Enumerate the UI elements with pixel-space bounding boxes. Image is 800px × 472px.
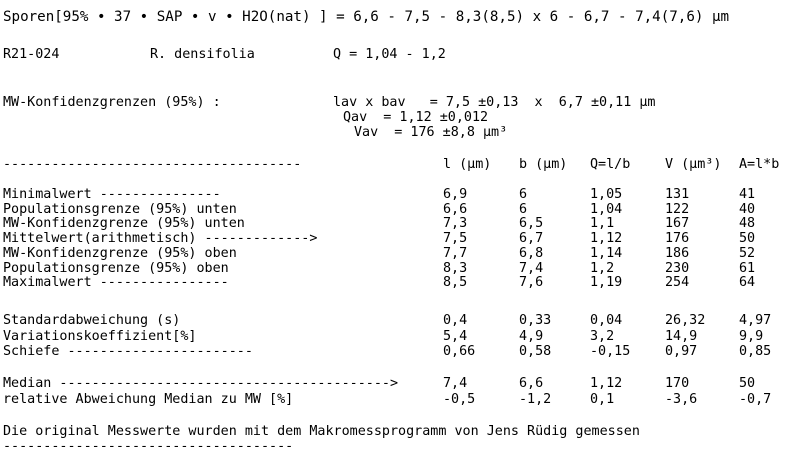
table-cell: 122 [665,201,690,217]
table-header-separator: ------------------------------------- [3,157,302,172]
table-cell: 0,97 [665,344,698,359]
table-cell: 0,58 [519,344,552,359]
row-label: relative Abweichung Median zu MW [%] [3,391,294,407]
lav-bav-value: lav x bav = 7,5 ±0,13 x 6,7 ±0,11 µm [333,95,656,110]
row-label: Populationsgrenze (95%) oben [3,260,229,276]
table-cell: 1,19 [590,275,623,291]
table-cell: 8,3 [443,260,468,276]
table-cell: 52 [739,245,756,261]
table-cell: 0,66 [443,344,476,359]
table-cell: 4,9 [519,328,544,344]
q-range: Q = 1,04 - 1,2 [333,47,446,62]
table-cell: 1,12 [590,376,623,391]
row-label: MW-Konfidenzgrenze (95%) oben [3,245,237,261]
table-cell: 1,05 [590,187,623,202]
table-cell: 186 [665,245,690,261]
table-cell: 170 [665,376,690,391]
row-label: Schiefe ----------------------- [3,344,253,359]
table-cell: 3,2 [590,328,615,344]
row-label: MW-Konfidenzgrenze (95%) unten [3,216,245,232]
table-cell: -1,2 [519,391,552,407]
table-cell: -0,15 [590,344,631,359]
row-label: Variationskoeffizient[%] [3,328,197,344]
table-cell: 0,1 [590,391,615,407]
table-cell: 7,6 [519,275,544,291]
table-cell: 50 [739,231,756,247]
table-cell: 48 [739,216,756,232]
table-cell: 7,5 [443,231,468,247]
table-cell: 176 [665,231,690,247]
table-cell: 230 [665,260,690,276]
table-cell: 1,04 [590,201,623,217]
table-cell: 0,33 [519,313,552,328]
table-cell: 0,04 [590,313,623,328]
vav-value: Vav = 176 ±8,8 µm³ [354,125,508,140]
confidence-label: MW-Konfidenzgrenzen (95%) : [3,95,221,110]
table-cell: 6 [519,187,528,202]
table-cell: 6,6 [519,376,544,391]
table-cell: 7,4 [443,376,468,391]
row-label: Populationsgrenze (95%) unten [3,201,237,217]
spore-summary-line: Sporen[95% • 37 • SAP • v • H2O(nat) ] = 6,6 - 7,5 - 8,3(8,5) x 6 - 6,7 - 7,4(7,6) µm [3,9,730,25]
row-label: Minimalwert --------------- [3,187,221,202]
table-cell: 6,8 [519,245,544,261]
table-cell: 6,7 [519,231,544,247]
specimen-id: R21-024 [3,47,60,62]
table-cell: 4,97 [739,313,772,328]
footer-note: Die original Messwerte wurden mit dem Makromessprogramm von Jens Rüdig gemessen [3,424,640,439]
table-cell: 1,1 [590,216,615,232]
column-header-q: Q=l/b [590,157,631,172]
column-header-area: A=l*b [739,157,780,172]
table-cell: 40 [739,201,756,217]
table-cell: 0,85 [739,344,772,359]
table-cell: 1,14 [590,245,623,261]
table-cell: 6,6 [443,201,468,217]
table-cell: 9,9 [739,328,764,344]
row-label: Median -----------------------------------------> [3,376,399,391]
row-label: Standardabweichung (s) [3,313,181,328]
table-cell: 1,12 [590,231,623,247]
table-cell: 7,4 [519,260,544,276]
footer-separator: ------------------------------------ [3,439,294,454]
species-name: R. densifolia [150,47,255,62]
table-cell: 5,4 [443,328,468,344]
table-cell: 14,9 [665,328,698,344]
column-header-width: b (µm) [519,157,568,172]
table-cell: 254 [665,275,690,291]
table-cell: 7,3 [443,216,468,232]
table-cell: -3,6 [665,391,698,407]
table-cell: 8,5 [443,275,468,291]
table-cell: 7,7 [443,245,468,261]
table-cell: 1,2 [590,260,615,276]
table-cell: 64 [739,275,756,291]
row-label: Maximalwert ---------------- [3,275,229,291]
table-cell: 61 [739,260,756,276]
column-header-length: l (µm) [443,157,492,172]
table-cell: -0,5 [443,391,476,407]
table-cell: 50 [739,376,756,391]
table-cell: 0,4 [443,313,468,328]
table-cell: 6 [519,201,528,217]
table-cell: 131 [665,187,690,202]
table-cell: 26,32 [665,313,706,328]
table-cell: 167 [665,216,690,232]
row-label: Mittelwert(arithmetisch) -------------> [3,231,318,247]
table-cell: 6,5 [519,216,544,232]
column-header-volume: V (µm³) [665,157,722,172]
table-cell: -0,7 [739,391,772,407]
table-cell: 41 [739,187,756,202]
table-cell: 6,9 [443,187,468,202]
qav-value: Qav = 1,12 ±0,012 [343,110,489,125]
